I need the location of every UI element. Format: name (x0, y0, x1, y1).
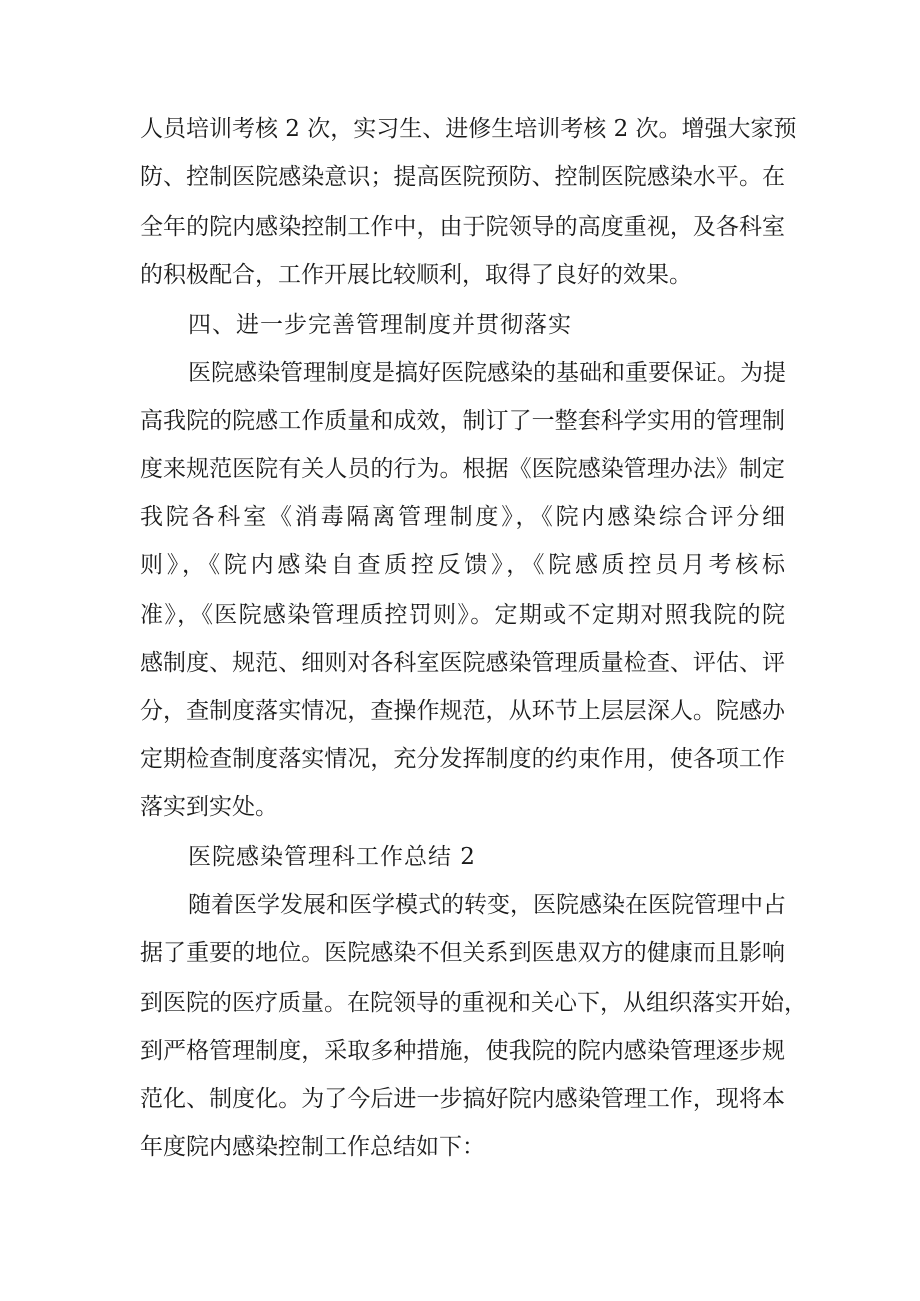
paragraph-1-line-1: 人员培训考核 2 次，实习生、进修生培训考核 2 次。增强大家预 (140, 116, 797, 142)
paragraph-3-line-6: 年度院内感染控制工作总结如下： (140, 1134, 485, 1160)
paragraph-2-line-8: 分，查制度落实情况，查操作规范，从环节上层层深人。院感办 (140, 698, 785, 724)
paragraph-2-line-4: 我院各科室《消毒隔离管理制度》，《院内感染综合评分细 (140, 504, 785, 530)
paragraph-2-line-2: 高我院的院感工作质量和成效，制订了一整套科学实用的管理制 (140, 408, 785, 434)
section-heading-4: 四、进一步完善管理制度并贯彻落实 (188, 312, 572, 338)
paragraph-3-line-1: 随着医学发展和医学模式的转变，医院感染在医院管理中占 (188, 892, 786, 918)
paragraph-3-line-3: 到医院的医疗质量。在院领导的重视和关心下，从组织落实开始， (140, 990, 807, 1016)
section-heading-summary-2: 医院感染管理科工作总结 2 (188, 844, 476, 870)
paragraph-3-line-4: 到严格管理制度，采取多种措施，使我院的院内感染管理逐步规 (140, 1038, 785, 1064)
paragraph-1-line-3: 全年的院内感染控制工作中，由于院领导的高度重视，及各科室 (140, 214, 785, 240)
paragraph-2-line-9: 定期检查制度落实情况，充分发挥制度的约束作用，使各项工作 (140, 746, 785, 772)
paragraph-1-line-4: 的积极配合，工作开展比较顺利，取得了良好的效果。 (140, 262, 692, 288)
paragraph-2-line-1: 医院感染管理制度是搞好医院感染的基础和重要保证。为提 (188, 360, 786, 386)
paragraph-3-line-5: 范化、制度化。为了今后进一步搞好院内感染管理工作，现将本 (140, 1086, 785, 1112)
paragraph-1-line-2: 防、控制医院感染意识；提高医院预防、控制医院感染水平。在 (140, 164, 785, 190)
paragraph-2-line-6: 准》，《医院感染管理质控罚则》。定期或不定期对照我院的院 (140, 602, 785, 628)
paragraph-2-line-3: 度来规范医院有关人员的行为。根据《医院感染管理办法》制定 (140, 456, 785, 482)
paragraph-2-line-5: 则》，《院内感染自查质控反馈》，《院感质控员月考核标 (140, 552, 785, 578)
paragraph-2-line-10: 落实到实处。 (140, 794, 278, 820)
paragraph-3-line-2: 据了重要的地位。医院感染不但关系到医患双方的健康而且影响 (140, 940, 785, 966)
paragraph-2-line-7: 感制度、规范、细则对各科室医院感染管理质量检查、评估、评 (140, 650, 785, 676)
